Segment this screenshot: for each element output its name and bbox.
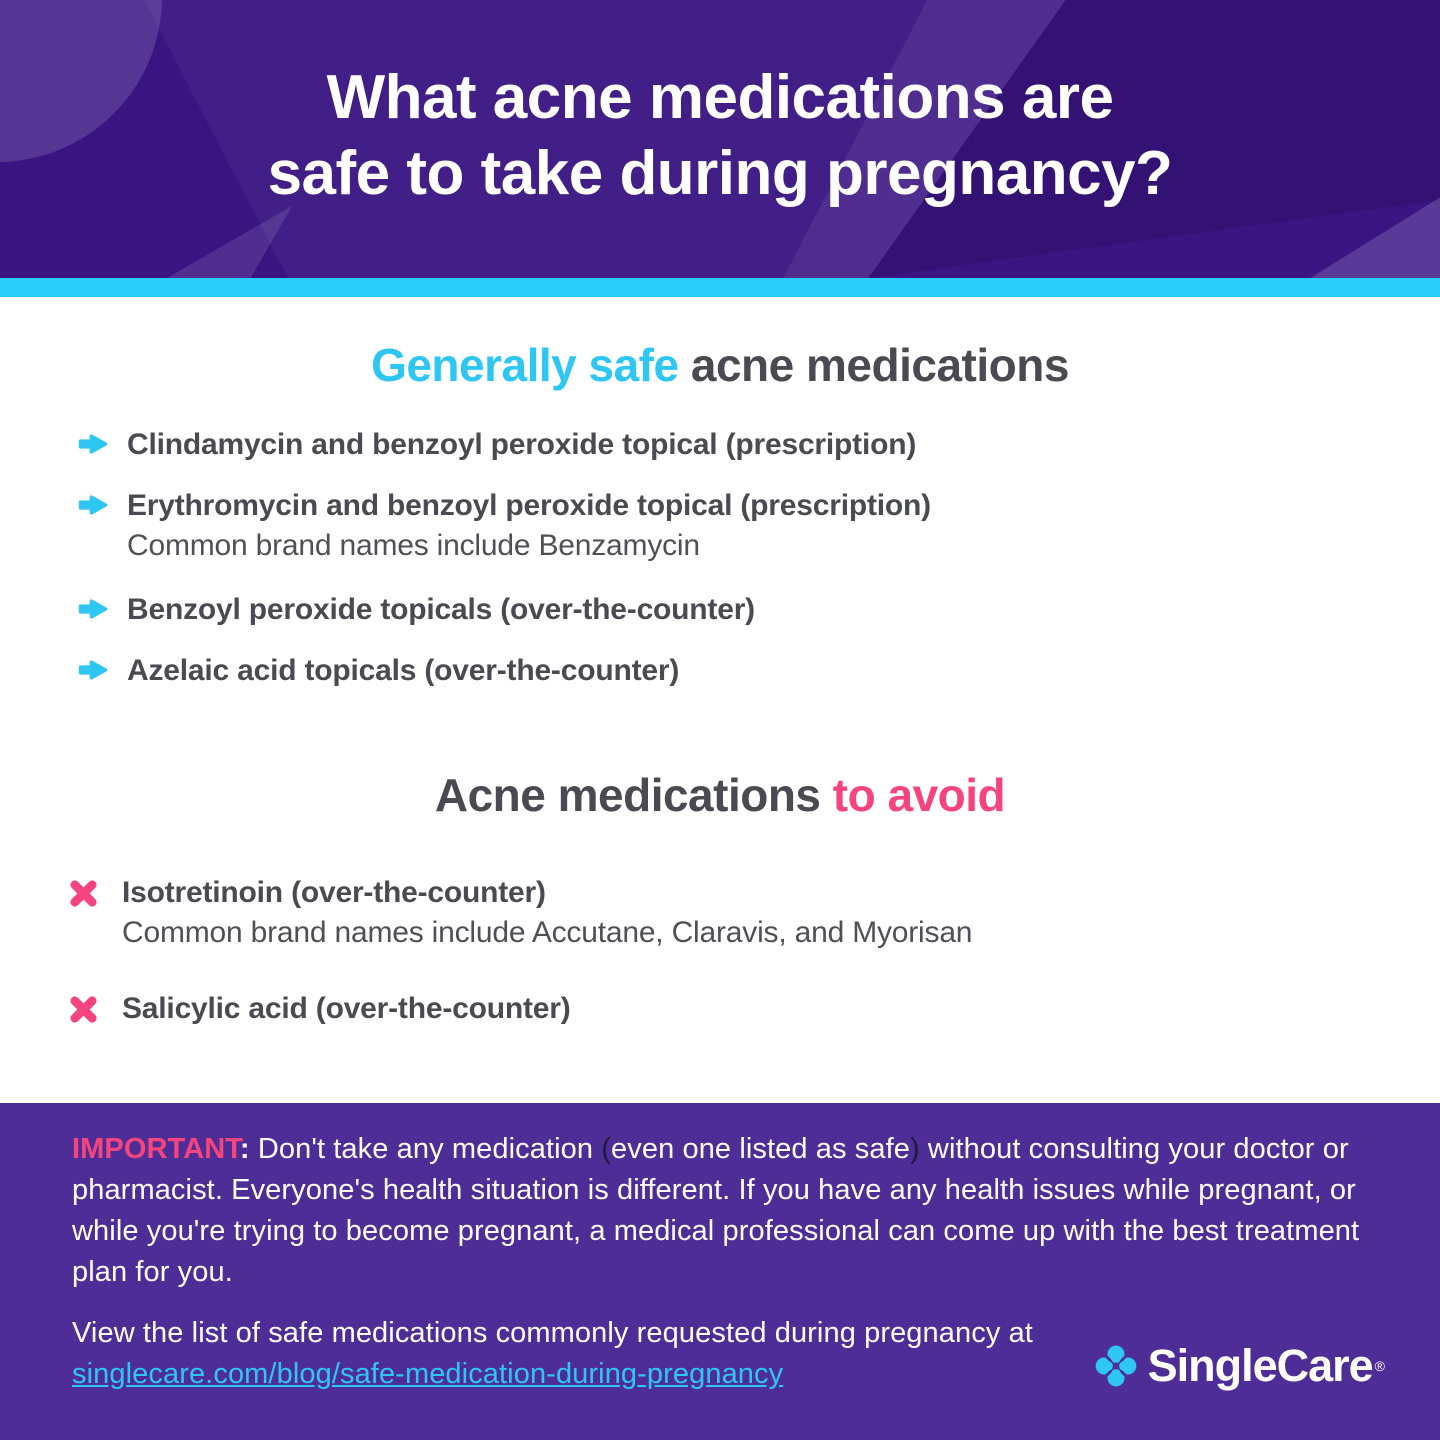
list-item	[0, 590, 1440, 630]
important-disclaimer: IMPORTANT: Don't take any medication (even one listed as safe) without consulting your doctor or pharmacist. Everyone's health situation is different. If you have any health issues while pregnant, or while you're trying to become pregnant, a medical professional can come up with the best treatment plan for you.	[72, 1133, 1360, 1288]
list-item	[0, 486, 1440, 566]
arrow-icon	[78, 432, 108, 456]
safe-heading-rest: acne medications	[678, 339, 1069, 391]
avoid-section-heading	[0, 712, 1440, 822]
arrow-icon	[78, 493, 108, 517]
safe-section-heading	[0, 297, 1440, 392]
cyan-divider-stripe	[0, 278, 1440, 297]
avoid-heading-rest: Acne medications	[434, 769, 821, 821]
medication-label: Erythromycin and benzoyl peroxide topical (prescription)	[127, 489, 931, 522]
page-title-line2: safe to take during pregnancy?	[267, 139, 1173, 208]
medication-label: Salicylic acid (over-the-counter)	[122, 992, 571, 1025]
medication-label: Clindamycin and benzoyl peroxide topical (prescription)	[127, 428, 917, 461]
page-title-line1: What acne medications are	[326, 63, 1114, 132]
list-item	[0, 651, 1440, 691]
arrow-icon	[78, 658, 108, 682]
list-item	[0, 425, 1440, 465]
registered-mark: ®	[1374, 1358, 1385, 1374]
x-icon	[68, 994, 99, 1025]
arrow-icon	[78, 597, 108, 621]
page-title	[0, 60, 1440, 212]
safe-heading-highlight: Generally safe	[371, 339, 679, 391]
content-area	[0, 297, 1440, 1103]
medication-label: Isotretinoin (over-the-counter)	[122, 876, 546, 909]
list-item	[0, 989, 1440, 1029]
medication-brand-note: Common brand names include Benzamycin	[127, 529, 700, 562]
blog-link[interactable]: singlecare.com/blog/safe-medication-during-pregnancy	[72, 1358, 784, 1390]
singlecare-logo-text: SingleCare	[1147, 1340, 1373, 1391]
medication-label: Benzoyl peroxide topicals (over-the-counter)	[127, 593, 755, 626]
avoid-medications-list	[0, 873, 1440, 1029]
view-list-note: View the list of safe medications commonly requested during pregnancy at singlecare.com/blog/safe-medication-during-pregnancy	[72, 1317, 1033, 1390]
singlecare-logo	[1095, 1340, 1385, 1392]
avoid-heading-highlight: to avoid	[820, 769, 1006, 821]
header-banner	[0, 0, 1440, 278]
x-icon	[68, 878, 99, 909]
list-item	[0, 873, 1440, 953]
singlecare-logo-icon	[1095, 1345, 1137, 1387]
safe-medications-list	[0, 425, 1440, 691]
medication-label: Azelaic acid topicals (over-the-counter)	[127, 654, 680, 687]
footer-banner	[0, 1103, 1440, 1440]
medication-brand-note: Common brand names include Accutane, Claravis, and Myorisan	[122, 916, 973, 949]
